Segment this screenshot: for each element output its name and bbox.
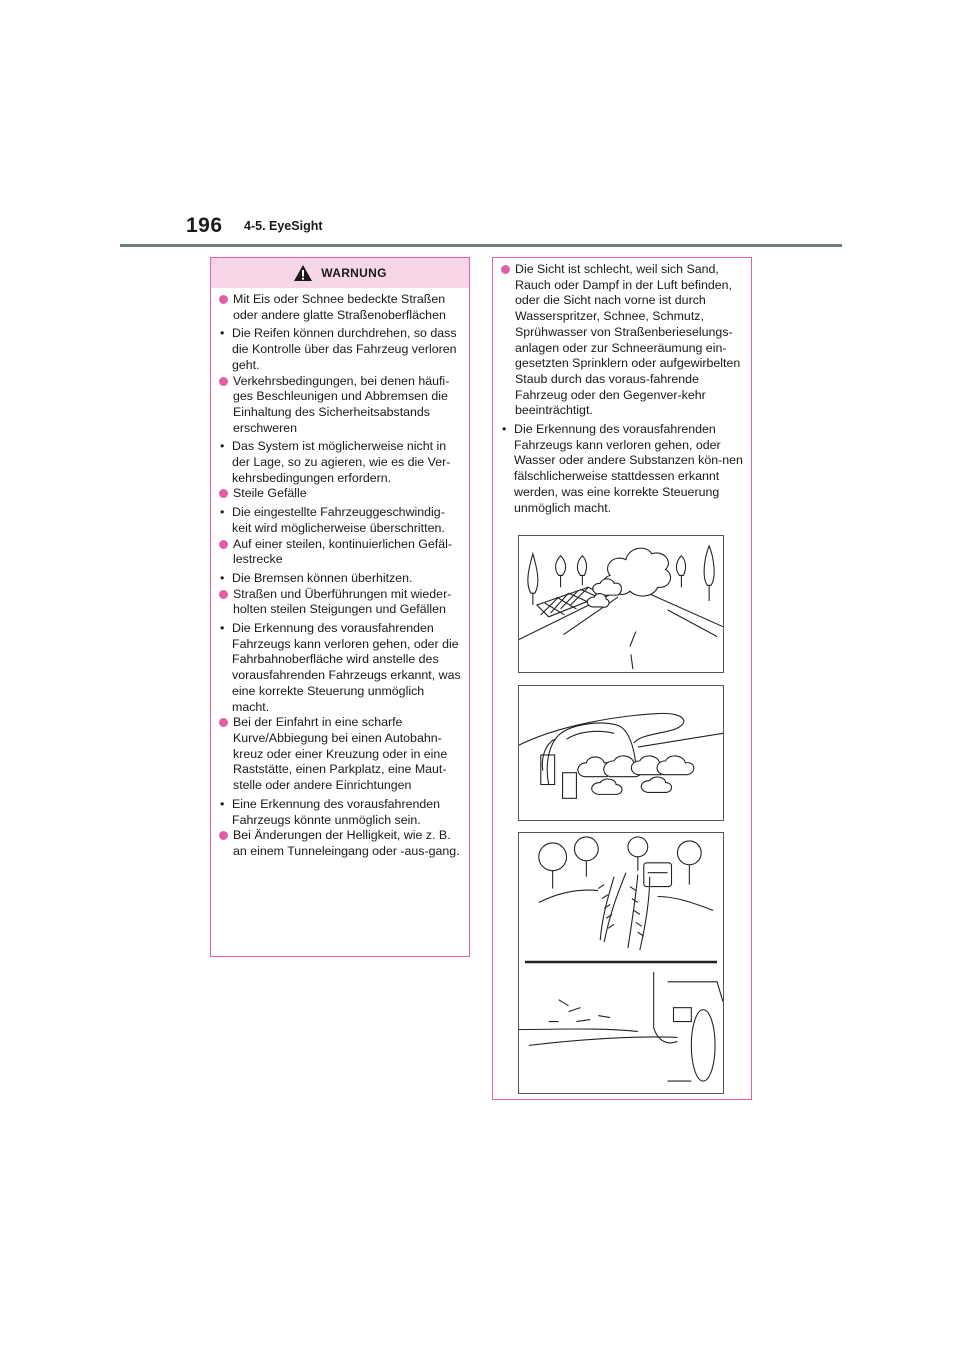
pink-bullet-icon (219, 377, 228, 386)
warning-condition-text: Steile Gefälle (233, 486, 307, 501)
warning-consequence-text: Die Bremsen können überhitzen. (232, 570, 413, 585)
warning-consequence-text: Das System ist möglicherweise nicht in der Lage, so zu agieren, wie es die Ver-kehrsbedingungen erfordern. (232, 439, 451, 485)
illustration-dust-cloud (518, 535, 724, 673)
warning-condition (219, 374, 461, 437)
warning-condition-text: Auf einer steilen, kontinuierlichen Gefäl-lestrecke (233, 536, 453, 567)
warning-item (219, 537, 461, 587)
warning-condition-text: Verkehrsbedingungen, bei denen häufi-ges Beschleunigen und Abbremsen die Einhaltung des Sicherheitsabstands erschweren (233, 373, 450, 435)
sub-bullet: • (220, 570, 225, 585)
warning-condition-text: Mit Eis oder Schnee bedeckte Straßen oder andere glatte Straßenoberflächen (233, 292, 446, 322)
warning-condition (219, 828, 461, 859)
warning-consequence-text: Die Erkennung des vorausfahrenden Fahrzeugs kann verloren gehen, oder Wasser oder andere Substanzen kön-nen fälschlicherweise stattdessen erkannt werden, was eine korrekte Steuerung unmöglich macht. (514, 422, 743, 515)
warning-condition (219, 537, 461, 568)
warning-box (210, 257, 470, 957)
sub-bullet: • (220, 796, 225, 811)
sub-bullet: • (502, 422, 507, 437)
warning-condition (501, 262, 743, 419)
warning-header (211, 258, 469, 288)
warning-condition (219, 715, 461, 794)
pink-bullet-icon (219, 590, 228, 599)
header-rule (120, 244, 842, 247)
illustration-water-spray (518, 832, 724, 1094)
illustration-car-spray (518, 685, 724, 821)
warning-consequence (219, 439, 461, 486)
warning-consequence (219, 326, 461, 373)
page-number: 196 (186, 214, 223, 237)
warning-condition (219, 486, 461, 502)
pink-bullet-icon (219, 540, 228, 549)
warning-item (219, 715, 461, 828)
warning-consequence (219, 505, 461, 536)
pink-bullet-icon (219, 295, 228, 304)
warning-consequence-text: Die eingestellte Fahrzeuggeschwindig-keit wird möglicherweise überschritten. (232, 505, 445, 535)
warning-consequence (219, 571, 461, 587)
warning-item (219, 828, 461, 859)
warning-condition-text: Bei Änderungen der Helligkeit, wie z. B. an einem Tunneleingang oder -aus-gang. (233, 828, 460, 858)
warning-consequence-text: Die Reifen können durchdrehen, so dass die Kontrolle über das Fahrzeug verloren geht. (232, 326, 457, 372)
warning-consequence-text: Die Erkennung des vorausfahrenden Fahrzeugs kann verloren gehen, oder die Fahrbahnoberfläche wird anstelle des vorausfahrenden Fahrzeugs erkannt, was eine korrekte Steuerung unmöglich macht. (232, 621, 461, 714)
pink-bullet-icon (219, 718, 228, 727)
warning-consequence (219, 797, 461, 828)
warning-condition-text: Die Sicht ist schlecht, weil sich Sand, Rauch oder Dampf in der Luft befinden, oder die Sicht nach vorne ist durch Wasserspritzer, Schnee, Schmutz, Sprühwasser von Straßenberieselungs-anlagen oder zur Schneeräumung ein-gesetzten Sprinklern oder aufgewirbelten Staub durch das voraus-fahrende Fahrzeug oder den Gegenver-kehr beeinträchtigt. (515, 262, 741, 418)
warning-consequence (501, 422, 743, 516)
warning-consequence (219, 621, 461, 715)
warning-condition-text: Bei der Einfahrt in eine scharfe Kurve/Abbiegung bei einen Autobahn-kreuz oder einer Kreuzung oder in eine Raststätte, einen Parkplatz, eine Maut-stelle oder andere Einrichtungen (233, 715, 448, 793)
warning-condition (219, 292, 461, 323)
warning-triangle-icon (293, 264, 313, 282)
warning-item (219, 292, 461, 374)
sub-bullet: • (220, 439, 225, 454)
sub-bullet: • (220, 326, 225, 341)
warning-item (501, 262, 743, 516)
warning-item (219, 587, 461, 716)
warning-condition-text: Straßen und Überführungen mit wieder-holten steilen Steigungen und Gefällen (233, 586, 452, 617)
warning-content-continued (493, 258, 751, 516)
warning-item (219, 374, 461, 487)
warning-label: WARNUNG (321, 266, 387, 280)
section-title: 4-5. EyeSight (244, 219, 323, 233)
warning-condition (219, 587, 461, 618)
pink-bullet-icon (219, 489, 228, 498)
warning-content (211, 288, 469, 860)
pink-bullet-icon (501, 265, 510, 274)
warning-item (219, 486, 461, 536)
pink-bullet-icon (219, 831, 228, 840)
sub-bullet: • (220, 621, 225, 636)
warning-consequence-text: Eine Erkennung des vorausfahrenden Fahrzeugs könnte unmöglich sein. (232, 796, 441, 827)
sub-bullet: • (220, 505, 225, 520)
